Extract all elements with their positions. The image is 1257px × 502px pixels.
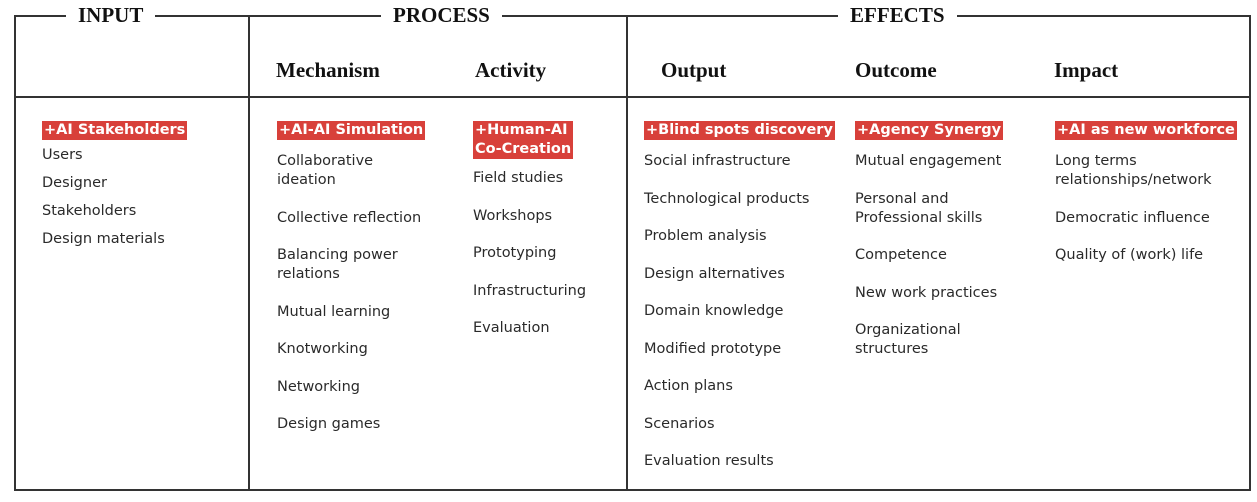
activity-column (473, 121, 623, 357)
top-border-line (14, 15, 1250, 17)
list-item: Design alternatives (644, 265, 785, 282)
list-item: Collective reflection (277, 209, 422, 226)
outcome-column (855, 121, 1035, 378)
list-item: Workshops (473, 207, 553, 224)
mechanism-column (277, 121, 457, 453)
list-item: Design games (277, 416, 381, 432)
list-item: Personal and Professional skills (855, 190, 983, 226)
left-border-line (14, 15, 16, 491)
list-item: Problem analysis (644, 228, 767, 244)
list-item: Technological products (644, 190, 810, 207)
list-item: Mutual learning (277, 303, 391, 320)
section-title-effects: EFFECTS (838, 2, 957, 28)
list-item: Networking (277, 378, 360, 395)
header-impact: Impact (1054, 58, 1119, 82)
list-item: Social infrastructure (644, 153, 791, 169)
section-title-process: PROCESS (381, 2, 502, 28)
list-item: Mutual engagement (855, 153, 1002, 169)
mechanism-highlight-tag: +AI-AI Simulation (279, 122, 424, 138)
list-item: Field studies (473, 170, 564, 186)
list-item: Balancing power relations (277, 247, 398, 282)
section-title-input: INPUT (66, 2, 155, 28)
header-outcome: Outcome (855, 58, 937, 82)
list-item: Action plans (644, 378, 733, 394)
list-item: Quality of (work) life (1055, 247, 1204, 263)
header-mechanism: Mechanism (276, 58, 380, 82)
list-item: Prototyping (473, 245, 557, 261)
list-item: Scenarios (644, 415, 715, 432)
list-item: Infrastructuring (473, 282, 587, 299)
list-item: Domain knowledge (644, 303, 784, 319)
list-item: New work practices (855, 284, 998, 301)
output-column (644, 121, 844, 490)
list-item: Knotworking (277, 341, 368, 357)
input-highlight-tag: +AI Stakeholders (44, 122, 186, 138)
outcome-highlight-tag: +Agency Synergy (857, 122, 1002, 138)
right-border-line (1249, 15, 1251, 491)
list-item: Organizational structures (855, 322, 961, 357)
list-item: Stakeholders (42, 203, 137, 219)
list-item: Modified prototype (644, 340, 782, 357)
header-separator-line (14, 96, 1250, 98)
header-activity: Activity (475, 58, 547, 82)
input-process-divider (248, 15, 250, 491)
header-output: Output (661, 58, 727, 82)
impact-highlight-tag: +AI as new workforce (1057, 122, 1235, 138)
list-item: Long terms relationships/network (1055, 153, 1212, 188)
list-item: Evaluation (473, 320, 550, 336)
list-item: Democratic influence (1055, 209, 1210, 226)
activity-highlight-tag (473, 121, 573, 159)
activity-highlight-line1: +Human-AI (475, 122, 568, 138)
activity-highlight-line2: Co-Creation (475, 141, 572, 157)
input-column (42, 121, 232, 258)
list-item: Design materials (42, 231, 165, 247)
output-highlight-tag: +Blind spots discovery (646, 122, 833, 138)
list-item: Competence (855, 247, 947, 263)
list-item: Collaborative ideation (277, 153, 374, 188)
bottom-border-line (14, 489, 1250, 491)
impact-column (1055, 121, 1240, 284)
list-item: Users (42, 147, 83, 163)
list-item: Designer (42, 175, 107, 191)
list-item: Evaluation results (644, 453, 774, 469)
process-effects-divider (626, 15, 628, 491)
